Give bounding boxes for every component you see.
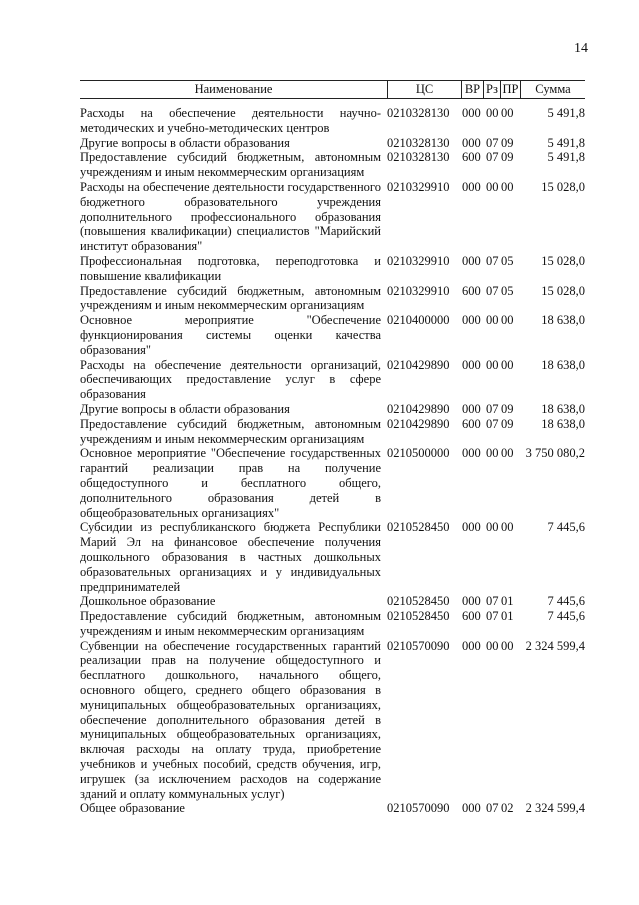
cell-pr: 09	[501, 401, 514, 416]
cell-cs: 0210500000	[387, 446, 450, 461]
cell-pr: 00	[501, 357, 514, 372]
table-row	[80, 402, 585, 417]
cell-pr: 05	[501, 283, 514, 298]
cell-sum: 2 324 599,4	[525, 638, 585, 653]
cell-vr: 600	[462, 609, 481, 624]
table-row	[80, 609, 585, 639]
cell-pr: 00	[501, 179, 514, 194]
cell-name: Другие вопросы в области образования	[80, 401, 290, 416]
cell-vr: 000	[462, 313, 481, 328]
header-cs: ЦС	[387, 81, 461, 98]
cell-rz: 00	[486, 106, 499, 120]
cell-vr: 000	[462, 106, 481, 120]
cell-sum: 18 638,0	[541, 416, 585, 431]
cell-pr: 09	[501, 416, 514, 431]
cell-pr: 02	[501, 801, 514, 816]
cell-sum: 2 324 599,4	[525, 801, 585, 816]
cell-pr: 00	[501, 520, 514, 535]
cell-cs: 0210328130	[387, 106, 450, 120]
cell-sum: 7 445,6	[547, 609, 585, 624]
cell-cs: 0210429890	[387, 357, 450, 372]
header-sum: Сумма	[535, 82, 571, 96]
cell-cs: 0210429890	[387, 416, 450, 431]
cell-pr: 01	[501, 609, 514, 624]
cell-cs: 0210528450	[387, 520, 450, 535]
cell-rz: 07	[486, 283, 499, 298]
table-row	[80, 446, 585, 520]
cell-name: Предоставление субсидий бюджетным, автономным учреждениям и иным некоммерческим организациям	[80, 283, 381, 313]
cell-name: Дошкольное образование	[80, 594, 216, 609]
cell-sum: 15 028,0	[541, 283, 585, 298]
cell-sum: 5 491,8	[547, 106, 585, 120]
cell-rz: 07	[486, 253, 499, 268]
cell-name: Профессиональная подготовка, переподготовка и повышение квалификации	[80, 253, 381, 283]
cell-name: Расходы на обеспечение деятельности организаций, обеспечивающих предоставление услуг в сфере образования	[80, 357, 381, 402]
budget-table	[80, 80, 585, 816]
cell-cs: 0210329910	[387, 179, 450, 194]
table-row	[80, 801, 585, 816]
cell-rz: 00	[486, 638, 499, 653]
cell-vr: 000	[462, 357, 481, 372]
cell-cs: 0210329910	[387, 283, 450, 298]
cell-pr: 09	[501, 150, 514, 165]
cell-cs: 0210400000	[387, 313, 450, 328]
cell-vr: 000	[462, 446, 481, 461]
cell-name: Предоставление субсидий бюджетным, автономным учреждениям и иным некоммерческим организациям	[80, 416, 381, 446]
cell-sum: 5 491,8	[547, 135, 585, 150]
cell-vr: 000	[462, 520, 481, 535]
cell-vr: 000	[462, 801, 481, 816]
cell-rz: 07	[486, 150, 499, 165]
table-row	[80, 136, 585, 151]
header-rz: Рз	[483, 81, 500, 98]
cell-rz: 00	[486, 520, 499, 535]
table-header	[80, 80, 585, 99]
cell-pr: 01	[501, 594, 514, 609]
cell-pr: 05	[501, 253, 514, 268]
cell-vr: 600	[462, 416, 481, 431]
table-row	[80, 150, 585, 180]
page-number: 14	[574, 41, 588, 56]
cell-sum: 15 028,0	[541, 179, 585, 194]
cell-sum: 3 750 080,2	[525, 446, 585, 461]
cell-cs: 0210528450	[387, 609, 450, 624]
cell-sum: 18 638,0	[541, 357, 585, 372]
table-row	[80, 417, 585, 447]
cell-vr: 000	[462, 135, 481, 150]
cell-cs: 0210528450	[387, 594, 450, 609]
cell-name: Субвенции на обеспечение государственных гарантий реализации прав на получение общедоступного и бесплатного дошкольного, начального общего, основного общего, среднего общего образования в муниципальных общеобразовательных организациях, обеспечение дополнительного образования детей в муниципальных общеобразовательных организациях, включая расходы на оплату труда, приобретение учебников и учебных пособий, средств обучения, игр, игрушек (за исключением расходов на содержание зданий и оплату коммунальных услуг)	[80, 638, 381, 801]
cell-rz: 07	[486, 609, 499, 624]
cell-cs: 0210328130	[387, 135, 450, 150]
table-row	[80, 284, 585, 314]
cell-sum: 18 638,0	[541, 313, 585, 328]
cell-vr: 600	[462, 283, 481, 298]
cell-rz: 07	[486, 594, 499, 609]
table-row	[80, 594, 585, 609]
cell-pr: 00	[501, 638, 514, 653]
cell-rz: 07	[486, 416, 499, 431]
header-name: Наименование	[194, 82, 273, 96]
cell-cs: 0210570090	[387, 801, 450, 816]
cell-rz: 00	[486, 313, 499, 328]
cell-vr: 600	[462, 150, 481, 165]
cell-name: Предоставление субсидий бюджетным, автономным учреждениям и иным некоммерческим организациям	[80, 150, 381, 180]
cell-sum: 5 491,8	[547, 150, 585, 165]
cell-pr: 00	[501, 106, 514, 120]
cell-rz: 07	[486, 401, 499, 416]
cell-vr: 000	[462, 179, 481, 194]
cell-name: Основное мероприятие "Обеспечение функционирования системы оценки качества образования"	[80, 313, 381, 357]
table-row	[80, 254, 585, 284]
cell-name: Предоставление субсидий бюджетным, автономным учреждениям и иным некоммерческим организациям	[80, 609, 381, 638]
cell-sum: 18 638,0	[541, 401, 585, 416]
cell-sum: 7 445,6	[547, 520, 585, 535]
cell-cs: 0210570090	[387, 638, 450, 653]
cell-vr: 000	[462, 594, 481, 609]
cell-name: Субсидии из республиканского бюджета Республики Марий Эл на финансовое обеспечение получения дошкольного образования в частных дошкольных образовательных организациях и у индивидуальных предпринимателей	[80, 520, 381, 594]
cell-name: Общее образование	[80, 801, 185, 816]
cell-rz: 00	[486, 446, 499, 461]
cell-rz: 00	[486, 179, 499, 194]
table-body	[80, 106, 585, 816]
cell-name: Основное мероприятие "Обеспечение государственных гарантий реализации прав на получение общедоступного и бесплатного общего, дополнительного образования детей в общеобразовательных организациях"	[80, 446, 381, 520]
table-row	[80, 106, 585, 136]
cell-rz: 00	[486, 357, 499, 372]
cell-pr: 00	[501, 313, 514, 328]
cell-pr: 09	[501, 135, 514, 150]
cell-name: Другие вопросы в области образования	[80, 135, 290, 150]
table-row	[80, 520, 585, 594]
cell-cs: 0210329910	[387, 253, 450, 268]
table-row	[80, 180, 585, 254]
cell-sum: 15 028,0	[541, 253, 585, 268]
cell-vr: 000	[462, 638, 481, 653]
table-row	[80, 639, 585, 802]
cell-cs: 0210328130	[387, 150, 450, 165]
header-vr: ВР	[461, 81, 483, 98]
cell-name: Расходы на обеспечение деятельности государственного бюджетного образовательного учреждения дополнительного профессионального образования (повышения квалификации) специалистов "Марийский институт образования"	[80, 179, 381, 254]
cell-rz: 07	[486, 135, 499, 150]
cell-name: Расходы на обеспечение деятельности научно-методических и учебно-методических центров	[80, 106, 381, 135]
header-pr: ПР	[500, 81, 521, 98]
cell-vr: 000	[462, 253, 481, 268]
cell-rz: 07	[486, 801, 499, 816]
cell-sum: 7 445,6	[547, 594, 585, 609]
cell-pr: 00	[501, 446, 514, 461]
cell-cs: 0210429890	[387, 401, 450, 416]
table-row	[80, 358, 585, 402]
cell-vr: 000	[462, 401, 481, 416]
table-row	[80, 313, 585, 357]
